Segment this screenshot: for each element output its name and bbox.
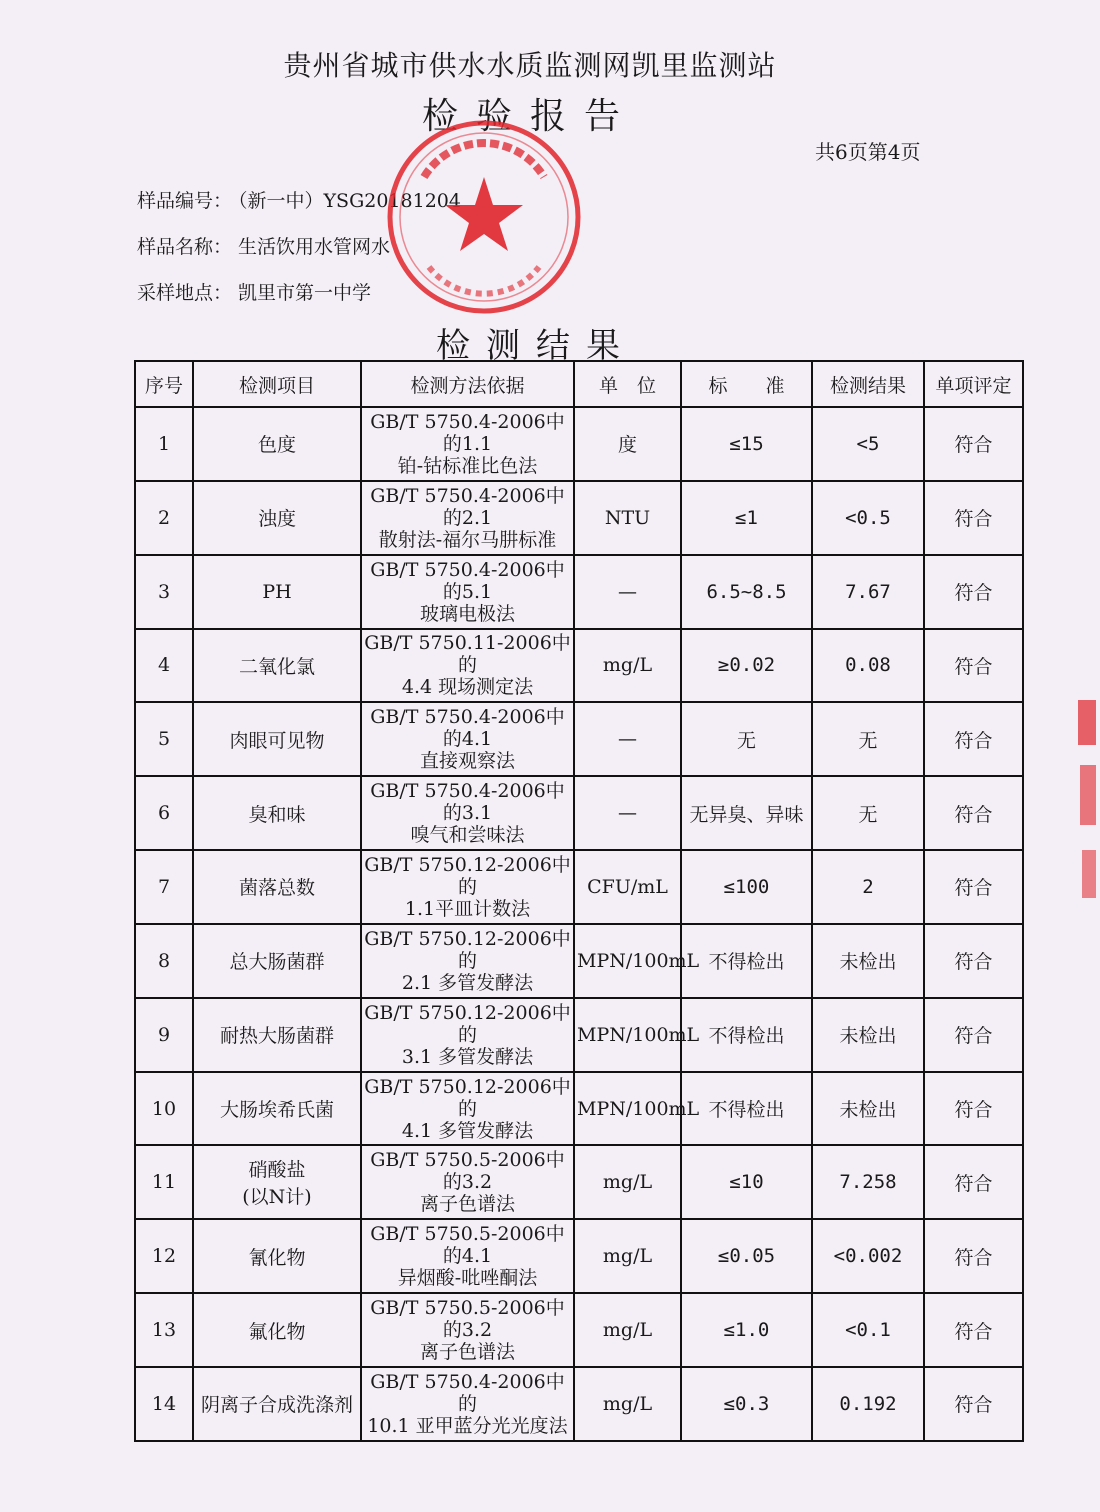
cell-method (361, 924, 574, 998)
report-title: 检验报告 (421, 96, 638, 137)
col-header-unit: 单 位 (574, 361, 681, 407)
cell-standard: ≤1.0 (681, 1293, 812, 1367)
cell-evaluation: 符合 (924, 850, 1023, 924)
cell-method-line1: GB/T 5750.4-2006中的 (370, 1370, 565, 1415)
cell-method (361, 850, 574, 924)
cell-result: <0.002 (812, 1219, 924, 1293)
cell-method (361, 629, 574, 703)
table-row (135, 1219, 1023, 1293)
cell-no: 5 (135, 702, 193, 776)
cell-item-wrap (193, 998, 361, 1072)
cell-standard: 不得检出 (681, 924, 812, 998)
cell-method (361, 407, 574, 481)
cell-standard: 无 (681, 702, 812, 776)
table-row (135, 702, 1023, 776)
col-header-evaluation: 单项评定 (924, 361, 1023, 407)
col-header-item: 检测项目 (193, 361, 361, 407)
cell-method-line1: GB/T 5750.5-2006中的3.2 (370, 1297, 565, 1342)
cell-method-line2: 10.1 亚甲蓝分光光度法 (367, 1414, 568, 1437)
cell-standard: ≤0.05 (681, 1219, 812, 1293)
cell-result: 未检出 (812, 998, 924, 1072)
sampling-location-field (137, 278, 371, 305)
cell-evaluation: 符合 (924, 1145, 1023, 1219)
cell-unit: — (574, 555, 681, 629)
cell-item-wrap (193, 1072, 361, 1146)
cell-method-line2: 嗅气和尝味法 (410, 824, 525, 847)
cell-no: 7 (135, 850, 193, 924)
cell-item-wrap (193, 629, 361, 703)
cell-item-wrap (193, 555, 361, 629)
cell-unit: MPN/100mL (574, 1072, 681, 1146)
table-row (135, 1072, 1023, 1146)
cell-no: 1 (135, 407, 193, 481)
table-row (135, 629, 1023, 703)
cell-method (361, 998, 574, 1072)
cell-result: 2 (812, 850, 924, 924)
cell-item: 氟化物 (248, 1320, 306, 1343)
cell-method-line1: GB/T 5750.4-2006中的1.1 (370, 410, 565, 455)
cell-method (361, 1072, 574, 1146)
cell-standard: ≤1 (681, 481, 812, 555)
cell-standard: ≥0.02 (681, 629, 812, 703)
table-row (135, 850, 1023, 924)
cell-evaluation: 符合 (924, 1072, 1023, 1146)
table-row (135, 776, 1023, 850)
cell-result: 0.192 (812, 1367, 924, 1441)
section-title: 检测结果 (436, 326, 636, 366)
cell-result: 0.08 (812, 629, 924, 703)
cell-method-line2: 直接观察法 (419, 750, 515, 773)
table-row (135, 555, 1023, 629)
cell-result: 无 (812, 776, 924, 850)
table-row (135, 1293, 1023, 1367)
cell-method-line2: 离子色谱法 (419, 1193, 515, 1216)
cell-item-wrap (193, 850, 361, 924)
cell-method-line2: 4.1 多管发酵法 (401, 1119, 534, 1142)
cell-item-wrap (193, 702, 361, 776)
cell-result: 未检出 (812, 924, 924, 998)
cell-method-line2: 离子色谱法 (419, 1341, 515, 1364)
cell-no: 6 (135, 776, 193, 850)
cell-item: 肉眼可见物 (229, 729, 325, 752)
organization-title: 贵州省城市供水水质监测网凯里监测站 (283, 49, 777, 82)
cell-no: 2 (135, 481, 193, 555)
cell-method-line2: 散射法-福尔马肼标准 (378, 528, 557, 551)
cell-result: 无 (812, 702, 924, 776)
cell-evaluation: 符合 (924, 1367, 1023, 1441)
cell-item-wrap (193, 407, 361, 481)
cell-method-line2: 铂-钴标准比色法 (397, 454, 538, 477)
sampling-location-value: 凯里市第一中学 (238, 282, 372, 304)
cell-unit: mg/L (574, 1293, 681, 1367)
cell-item: 色度 (257, 434, 296, 457)
sample-number-value: （新一中）YSG20181204 (238, 190, 461, 212)
col-header-result: 检测结果 (812, 361, 924, 407)
cell-evaluation: 符合 (924, 1293, 1023, 1367)
cell-unit: — (574, 702, 681, 776)
cell-evaluation: 符合 (924, 555, 1023, 629)
cell-unit: CFU/mL (574, 850, 681, 924)
page-number: 共6页第4页 (815, 140, 921, 164)
cell-standard: 6.5~8.5 (681, 555, 812, 629)
table-row (135, 924, 1023, 998)
cell-standard: ≤0.3 (681, 1367, 812, 1441)
cell-evaluation: 符合 (924, 776, 1023, 850)
cell-item: 臭和味 (248, 803, 306, 826)
table-row (135, 1367, 1023, 1441)
cell-item: 耐热大肠菌群 (219, 1025, 334, 1048)
sample-name-value: 生活饮用水管网水 (238, 236, 391, 258)
table-row (135, 407, 1023, 481)
cell-method-line1: GB/T 5750.5-2006中的3.2 (370, 1149, 565, 1194)
cell-item-wrap (193, 1293, 361, 1367)
cell-item: 硝酸盐 (248, 1159, 306, 1182)
col-header-method: 检测方法依据 (361, 361, 574, 407)
cell-method-line1: GB/T 5750.4-2006中的5.1 (370, 558, 565, 603)
cell-result: <0.1 (812, 1293, 924, 1367)
cell-method-line1: GB/T 5750.5-2006中的4.1 (370, 1223, 565, 1268)
cell-no: 10 (135, 1072, 193, 1146)
cell-unit: MPN/100mL (574, 924, 681, 998)
cell-result: 7.67 (812, 555, 924, 629)
cell-evaluation: 符合 (924, 407, 1023, 481)
cell-item-wrap (193, 1219, 361, 1293)
cell-method-line1: GB/T 5750.12-2006中的 (364, 927, 571, 972)
cell-unit: mg/L (574, 629, 681, 703)
cell-method-line1: GB/T 5750.12-2006中的 (364, 853, 571, 898)
cell-item-wrap (193, 1145, 361, 1219)
cell-standard: 不得检出 (681, 1072, 812, 1146)
cell-method-line1: GB/T 5750.4-2006中的3.1 (370, 780, 565, 825)
cell-method (361, 1145, 574, 1219)
cell-result: 7.258 (812, 1145, 924, 1219)
cell-method (361, 1219, 574, 1293)
cell-method (361, 1293, 574, 1367)
cell-method (361, 555, 574, 629)
cell-method (361, 702, 574, 776)
cell-evaluation: 符合 (924, 481, 1023, 555)
cell-no: 4 (135, 629, 193, 703)
cell-item: 菌落总数 (238, 877, 315, 900)
cell-item-wrap (193, 924, 361, 998)
cell-item: PH (262, 580, 292, 603)
cell-item: 二氧化氯 (238, 655, 315, 678)
cell-evaluation: 符合 (924, 998, 1023, 1072)
cell-unit: 度 (574, 407, 681, 481)
col-header-standard: 标 准 (681, 361, 812, 407)
cell-standard: 无异臭、异味 (681, 776, 812, 850)
results-table (134, 360, 1024, 1442)
cell-item: 总大肠菌群 (229, 951, 325, 974)
cell-method-line2: 2.1 多管发酵法 (401, 971, 534, 994)
table-row (135, 1145, 1023, 1219)
cell-item-wrap (193, 1367, 361, 1441)
cell-standard: ≤100 (681, 850, 812, 924)
cell-item-note: (以N计) (242, 1186, 312, 1209)
cell-method-line2: 玻璃电极法 (419, 602, 515, 625)
cell-evaluation: 符合 (924, 1219, 1023, 1293)
cell-method-line2: 3.1 多管发酵法 (401, 1045, 534, 1068)
cell-item-wrap (193, 481, 361, 555)
cell-item: 氰化物 (248, 1246, 306, 1269)
cell-evaluation: 符合 (924, 702, 1023, 776)
cell-unit: mg/L (574, 1145, 681, 1219)
cell-result: 未检出 (812, 1072, 924, 1146)
table-header-row (135, 361, 1023, 407)
cell-unit: mg/L (574, 1219, 681, 1293)
sampling-location-label: 采样地点： (137, 282, 233, 304)
cell-no: 9 (135, 998, 193, 1072)
sample-name-field (137, 232, 390, 259)
table-row (135, 998, 1023, 1072)
cell-method-line1: GB/T 5750.11-2006中的 (364, 632, 571, 677)
table-row (135, 481, 1023, 555)
cell-no: 13 (135, 1293, 193, 1367)
cell-unit: NTU (574, 481, 681, 555)
cell-item-wrap (193, 776, 361, 850)
sample-name-label: 样品名称： (137, 236, 233, 258)
cell-standard: ≤15 (681, 407, 812, 481)
cell-method (361, 776, 574, 850)
cell-method-line2: 异烟酸-吡唑酮法 (397, 1267, 538, 1290)
cell-no: 14 (135, 1367, 193, 1441)
cell-method-line2: 1.1平皿计数法 (404, 897, 531, 920)
official-seal-stamp (384, 117, 584, 317)
cell-item: 阴离子合成洗涤剂 (200, 1394, 353, 1417)
cell-method-line1: GB/T 5750.12-2006中的 (364, 1075, 571, 1120)
cell-result: <5 (812, 407, 924, 481)
cell-item: 浊度 (257, 508, 296, 531)
cell-method-line1: GB/T 5750.4-2006中的2.1 (370, 484, 565, 529)
cell-no: 12 (135, 1219, 193, 1293)
cell-evaluation: 符合 (924, 924, 1023, 998)
cell-result: <0.5 (812, 481, 924, 555)
cell-evaluation: 符合 (924, 629, 1023, 703)
cell-unit: mg/L (574, 1367, 681, 1441)
cell-method (361, 1367, 574, 1441)
cell-no: 8 (135, 924, 193, 998)
cell-item: 大肠埃希氏菌 (219, 1099, 334, 1122)
col-header-no: 序号 (135, 361, 193, 407)
cell-method-line1: GB/T 5750.4-2006中的4.1 (370, 706, 565, 751)
cell-no: 11 (135, 1145, 193, 1219)
cell-method-line2: 4.4 现场测定法 (401, 676, 534, 699)
cell-standard: ≤10 (681, 1145, 812, 1219)
cell-no: 3 (135, 555, 193, 629)
sample-number-label: 样品编号： (137, 190, 233, 212)
cell-method-line1: GB/T 5750.12-2006中的 (364, 1001, 571, 1046)
cell-standard: 不得检出 (681, 998, 812, 1072)
cell-unit: — (574, 776, 681, 850)
cell-unit: MPN/100mL (574, 998, 681, 1072)
side-stamp-mark (1070, 700, 1100, 900)
cell-method (361, 481, 574, 555)
